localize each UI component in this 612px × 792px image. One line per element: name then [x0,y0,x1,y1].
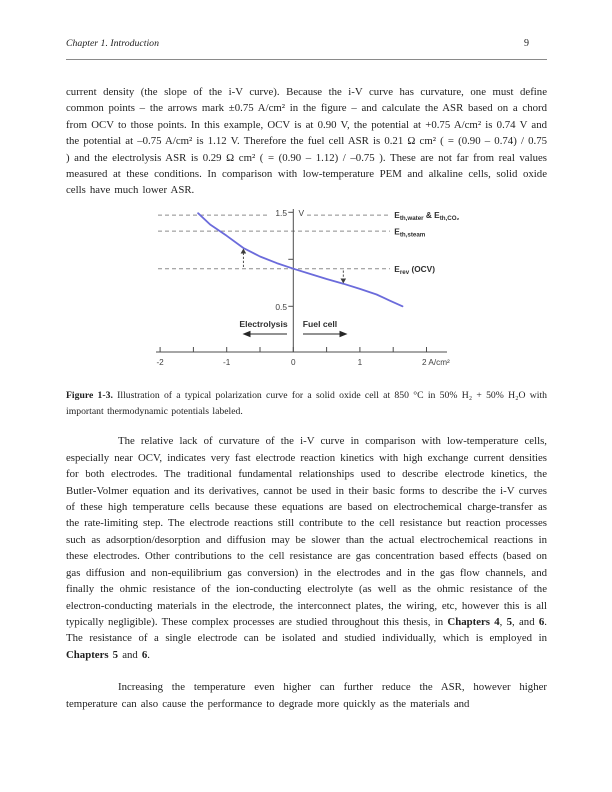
fuel-cell-label: Fuel cell [302,318,338,329]
electrolysis-label: Electrolysis [239,318,288,329]
label-eth-water-co2: $E_{th,water}$ & $E_{th,CO_2}$ [394,209,460,222]
figure-caption: Figure 1-3. Illustration of a typical polarization curve for a solid oxide cell at 850 °C in 50% H₂ + 50% H₂O with important thermodynamic potentials labeled. [66,389,547,417]
x-axis-ticks [160,347,426,352]
overpotential-arrow-down [341,270,347,283]
x-tick-label-minus1: -1 [223,357,231,367]
y-tick-label-0-5: 0.5 [275,301,287,312]
page-header [66,38,547,49]
y-axis-ticks [288,212,293,306]
x-axis-end-label: 2 A/cm² [422,357,450,367]
electrolysis-arrow [243,331,288,337]
polarization-curve [198,213,402,306]
page-number: 9 [524,38,529,49]
header-rule [66,59,547,60]
running-header-title: Chapter 1. Introduction [66,38,159,49]
overpotential-arrow-up [241,248,247,267]
label-erev-ocv: $E_{rev}$ (OCV) [394,263,435,276]
polarization-plot [150,199,480,384]
x-tick-label-1: 1 [357,357,363,367]
paragraph-3: Increasing the temperature even higher can further reduce the ASR, however higher temperature can also cause the performance to degrade more quickly as the materials and [66,681,547,710]
paragraph-1: current density (the slope of the i-V curve). Because the i-V curve has curvature, one must define common points – the arrows mark ±0.75 A/cm² in the figure – and calculate the ASR based on a chord from OCV to those points. In this example, OCV is at 0.90 V, the potential at +0.75 A/cm² is 0.74 V and the potential at –0.75 A/cm² is 1.12 V. Therefore the fuel cell ASR is 0.21 Ω cm² ( = (0.90 – 0.74) / 0.75 ) and the electrolysis ASR is 0.29 Ω cm² ( = (0.90 – 1.12) / –0.75 ). These are not far from real values measured at these conditions. In comparison with low-temperature PEM and alkaline cells, solid oxide cells have much lower ASR. [66,86,547,197]
paragraph-2: The relative lack of curvature of the i-V curve in comparison with low-temperature cells, especially near OCV, indicates very fast electrode reaction kinetics with high exchange current densities for both electrodes. The traditional fundamental relationships used to describe electrode kinetics, the Butler-Volmer equation and its derivatives, cannot be used in their basic forms to describe the i-V curves of these high temperature cells because these equations are based on electrochemical charge-transfer as the rate-limiting step. The electrode reactions still contribute to the cell resistance but reaction processes such as adsorption/desorption and diffusion may be slower than the actual electrochemical reactions in these electrodes. Other contributions to the cell resistance are gas concentration based effects (based on gas diffusion and non-equilibrium gas conversion) in the electrodes and in the gas flow channels, and finally the ohmic resistance of the ion-conducting electrolyte (as well as the ohmic resistance of the electron-conducting materials in the electrode, the interconnect plates, the wiring, etc, however this is all typically negligible). These complex processes are studied throughout this thesis, in Chapters 4, 5, and 6. The resistance of a single electrode can be isolated and studied individually, which is employed in Chapters 5 and 6. [66,435,547,661]
y-axis-unit: V [298,207,305,218]
figure-1-3 [150,199,480,384]
label-eth-steam: $E_{th,steam}$ [394,226,426,239]
x-tick-label-minus2: -2 [156,357,164,367]
x-tick-label-0: 0 [291,357,296,367]
y-tick-label-1-5: 1.5 [275,207,287,218]
fuel-cell-arrow [303,331,348,337]
